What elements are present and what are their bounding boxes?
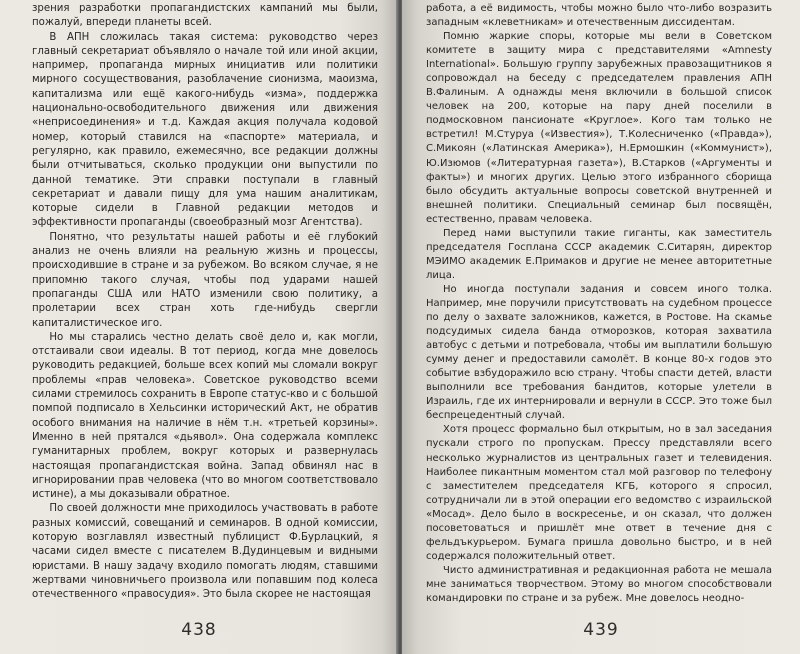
left-page <box>0 0 398 654</box>
paragraph: Перед нами выступили такие гиганты, как заместитель председателя Госплана СССР академик С.Ситарян, директор МЭИМО академик Е.Примаков и другие не менее авторитетные лица. <box>426 227 772 281</box>
left-page-text <box>32 2 378 602</box>
paragraph: Хотя процесс формально был открытым, но в зал заседания пускали строго по пропускам. Прессу представляли всего несколько журналистов из центральных газет и телевидения. Наиболее пикантным моментом стал мой разговор по телефону с заместителем председателя КГБ, которого я спросил, сотрудничали ли в этой операции его ведомство с израильской «Мосад». Дело было в воскресенье, и он сказал, что должен посоветоваться и пришлёт мне ответ в течение дня с фельдъкурьером. Бумага пришла довольно быстро, и в ней содержался положительный ответ. <box>426 424 772 562</box>
page-number: 438 <box>181 620 217 640</box>
paragraph: Но мы старались честно делать своё дело и, как могли, отстаивали свои идеалы. В тот период, когда мне довелось руководить редакцией, больше всех копий мы сломали вокруг проблемы «прав человека». Советское руководство всеми силами стремилось сохранить в Европе статус-кво и с большой помпой подписало в Хельсинки исторический Акт, не обратив особого внимания на наличие в нём т.н. «третьей корзины». Именно в ней прятался «дьявол». Она содержала комплекс гуманитарных проблем, вокруг которых и развернулась настоящая пропагандистская война. Запад обвинял нас в игнорировании прав человека (что во многом соответствовало истине), а мы доказывали обратное. <box>32 331 378 501</box>
right-page <box>402 0 800 654</box>
paragraph: По своей должности мне приходилось участвовать в работе разных комиссий, совещаний и семинаров. В одной комиссии, которую возглавлял известный публицист Ф.Бурлацкий, я часами сидел вместе с писателем В.Дудинцевым и видными юристами. В нашу задачу входило помогать людям, ставшими жертвами чиновничьего произвола или попавшим под колеса отечественного «правосудия». Это была скорее не настоящая <box>32 503 378 601</box>
page-number: 439 <box>583 620 619 640</box>
paragraph: Но иногда поступали задания и совсем иного толка. Например, мне поручили присутствовать на судебном процессе по делу о захвате заложников, кажется, в Ростове. На скамье подсудимых сидела банда отморозков, которая захватила автобус с детьми и потребовала, чтобы им выплатили большую сумму денег и предоставили самолёт. В конце 80-х годов это событие взбудоражило всю страну. Чтобы спасти детей, власти выполнили все требования бандитов, которые улетели в Израиль, где их интернировали и вернули в СССР. Это тоже был беспрецедентный случай. <box>426 283 772 422</box>
paragraph: Чисто административная и редакционная работа не мешала мне заниматься творчеством. Этому во многом способствовали командировки по стране и за рубеж. Мне довелось неодно- <box>426 564 772 604</box>
paragraph: Понятно, что результаты нашей работы и её глубокий анализ не очень влияли на реальную жизнь и процессы, происходившие в стране и за рубежом. Во всяком случае, я не припомню такого случая, чтобы под ударами нашей пропаганды США или НАТО изменили свою политику, а пролетарии всех стран хоть где-нибудь свергли капиталистическое иго. <box>32 231 378 329</box>
right-page-text <box>426 2 772 606</box>
paragraph: В АПН сложилась такая система: руководство через главный секретариат объявляло о начале той или иной акции, например, пропаганда мирных инициатив или политики мирного сосуществования, разоблачение сионизма, маоизма, капитализма или ещё какого-нибудь «изма», поддержка национально-освободительного движения или движения «неприсоединения» и т.д. Каждая акция получала кодовой номер, который ставился на «паспорте» материала, и регулярно, как правило, ежемесячно, все редакции должны были отчитываться, сколько продукции они выпустили по данной тематике. Эти справки поступали в главный секретариат и давали пищу для ума нашим аналитикам, которые сидели в Главной редакции методов и эффективности пропаганды (своеобразный мозг Агентства). <box>32 31 378 229</box>
paragraph: зрения разработки пропагандистских кампаний мы были, пожалуй, впереди планеты всей. <box>32 3 378 29</box>
paragraph: работа, а её видимость, чтобы можно было что-либо возразить западным «клеветникам» и отечественным диссидентам. <box>426 3 772 29</box>
paragraph: Помню жаркие споры, которые мы вели в Советском комитете в защиту мира с представителями «Amnesty International». Большую группу зарубежных правозащитников я сопровождал на беседу с председателем правления АПН В.Фалиным. А однажды меня включили в большой список человек на 200, которые на пару дней поселили в подмосковном пансионате «Круглое». Кого там только не встретил! М.Стуруа («Известия»), Т.Колесниченко («Правда»), С.Микоян («Латинская Америка»), Н.Ермошкин («Коммунист»), Ю.Изюмов («Литературная газета»), В.Старков («Аргументы и факты») и многих других. Целью этого избранного сборища было обсудить актуальные вопросы советской внутренней и внешней политики. Специальный семинар был посвящён, естественно, правам человека. <box>426 31 772 225</box>
